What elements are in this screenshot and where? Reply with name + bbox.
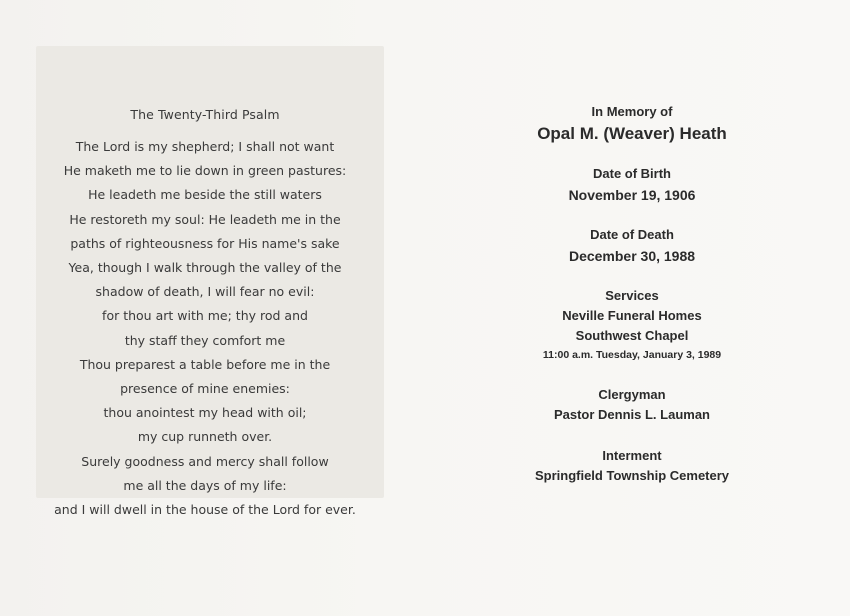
psalm-title: The Twenty-Third Psalm xyxy=(130,107,280,122)
psalm-line: thy staff they comfort me xyxy=(124,332,286,348)
psalm-panel xyxy=(10,106,400,522)
psalm-line: paths of righteousness for His name's sake xyxy=(70,235,340,251)
birth-date: November 19, 1906 xyxy=(568,187,696,203)
clergy-label: Clergyman xyxy=(598,387,666,402)
psalm-line: my cup runneth over. xyxy=(137,429,273,445)
services-time: 11:00 a.m. Tuesday, January 3, 1989 xyxy=(542,349,722,361)
interment-place: Springfield Township Cemetery xyxy=(534,468,730,483)
psalm-line: He maketh me to lie down in green pastures: xyxy=(63,163,347,179)
psalm-line: He leadeth me beside the still waters xyxy=(88,187,322,203)
services-label: Services xyxy=(605,288,659,303)
memorial-panel xyxy=(460,102,804,486)
death-date: December 30, 1988 xyxy=(568,248,696,264)
psalm-line: and I will dwell in the house of the Lord for ever. xyxy=(54,502,356,518)
interment-label: Interment xyxy=(602,448,662,463)
psalm-line: Yea, though I walk through the valley of the xyxy=(68,260,342,276)
memory-heading: In Memory of xyxy=(591,104,673,119)
psalm-line: Surely goodness and mercy shall follow xyxy=(81,453,329,469)
death-label: Date of Death xyxy=(590,227,674,242)
services-place: Neville Funeral Homes xyxy=(562,308,702,323)
clergy-name: Pastor Dennis L. Lauman xyxy=(553,407,711,422)
psalm-line: for thou art with me; thy rod and xyxy=(102,308,308,324)
psalm-line: shadow of death, I will fear no evil: xyxy=(95,284,315,300)
psalm-line: presence of mine enemies: xyxy=(120,381,290,397)
birth-label: Date of Birth xyxy=(593,166,671,181)
psalm-line: Thou preparest a table before me in the xyxy=(79,356,331,372)
psalm-line: He restoreth my soul: He leadeth me in the xyxy=(69,211,341,227)
deceased-name: Opal M. (Weaver) Heath xyxy=(537,124,727,143)
services-chapel: Southwest Chapel xyxy=(575,328,689,343)
psalm-line: The Lord is my shepherd; I shall not want xyxy=(75,139,335,154)
psalm-line: me all the days of my life: xyxy=(123,477,287,493)
psalm-line: thou anointest my head with oil; xyxy=(103,405,307,421)
